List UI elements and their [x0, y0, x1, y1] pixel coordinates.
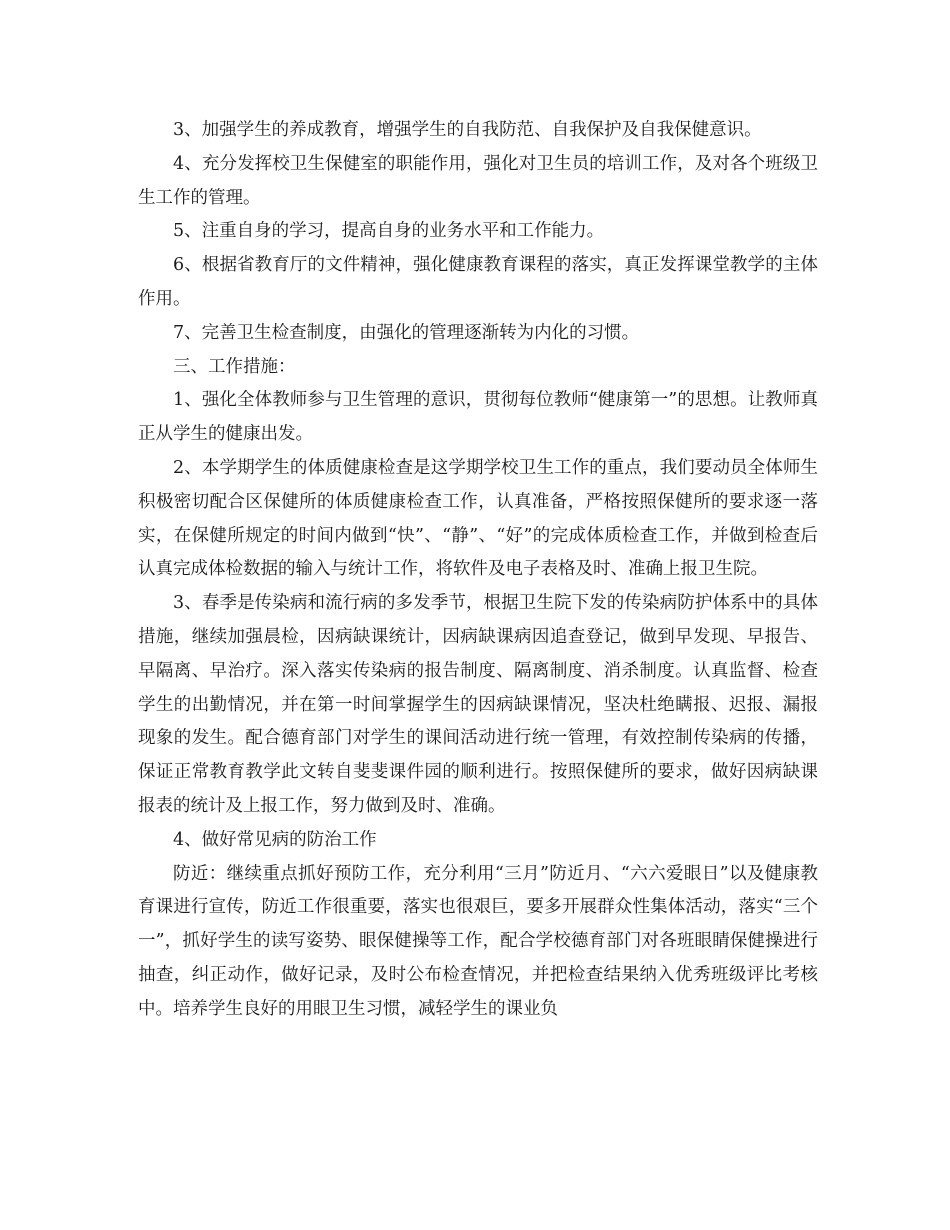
document-body [138, 114, 818, 1027]
section-heading-measures: 三、工作措施： [173, 356, 296, 377]
paragraph-item-3-habits: 3、加强学生的养成教育，增强学生的自我防范、自我保护及自我保健意识。 [173, 120, 762, 140]
paragraph-item-6-curriculum: 6、根据省教育厅的文件精神，强化健康教育课程的落实，真正发挥课堂教学的主体作用。 [138, 255, 818, 309]
paragraph-measure-4-heading: 4、做好常见病的防治工作 [173, 829, 377, 850]
paragraph-measure-3: 3、春季是传染病和流行病的多发季节，根据卫生院下发的传染病防护体系中的具体措施，继续加强晨检，因病缺课统计，因病缺课病因追查登记，做到早发现、早报告、早隔离、早治疗。深入落实传染病的报告制度、隔离制度、消杀制度。认真监督、检查学生的出勤情况，并在第一时间掌握学生的因病缺课情况，坚决杜绝瞒报、迟报、漏报现象的发生。配合德育部门对学生的课间活动进行统一管理，有效控制传染病的传播，保证正常教育教学此文转自斐斐课件园的顺利进行。按照保健所的要求，做好因病缺课报表的统计及上报工作，努力做到及时、准确。 [138, 593, 818, 816]
paragraph-myopia-prevention: 防近：继续重点抓好预防工作，充分利用“三月”防近月、“六六爱眼日”以及健康教育课进行宣传，防近工作很重要，落实也很艰巨，要多开展群众性集体活动，落实“三个一”，抓好学生的读写姿势、眼保健操等工作，配合学校德育部门对各班眼睛保健操进行抽查，纠正动作，做好记录，及时公布检查情况，并把检查结果纳入优秀班级评比考核中。培养学生良好的用眼卫生习惯，减轻学生的课业负 [138, 863, 818, 1019]
paragraph-measure-1: 1、强化全体教师参与卫生管理的意识，贯彻每位教师“健康第一”的思想。让教师真正从学生的健康出发。 [138, 390, 818, 445]
paragraph-item-4-health-room: 4、充分发挥校卫生保健室的职能作用，强化对卫生员的培训工作，及对各个班级卫生工作的管理。 [138, 153, 818, 208]
paragraph-measure-2: 2、本学期学生的体质健康检查是这学期学校卫生工作的重点，我们要动员全体师生积极密切配合区保健所的体质健康检查工作，认真准备，严格按照保健所的要求逐一落实，在保健所规定的时间内做到“快”、“静”、“好”的完成体质检查工作，并做到检查后认真完成体检数据的输入与统计工作，将软件及电子表格及时、准确上报卫生院。 [138, 457, 818, 580]
paragraph-item-7-inspection: 7、完善卫生检查制度，由强化的管理逐渐转为内化的习惯。 [173, 322, 640, 343]
paragraph-item-5-self-study: 5、注重自身的学习，提高自身的业务水平和工作能力。 [173, 221, 605, 242]
